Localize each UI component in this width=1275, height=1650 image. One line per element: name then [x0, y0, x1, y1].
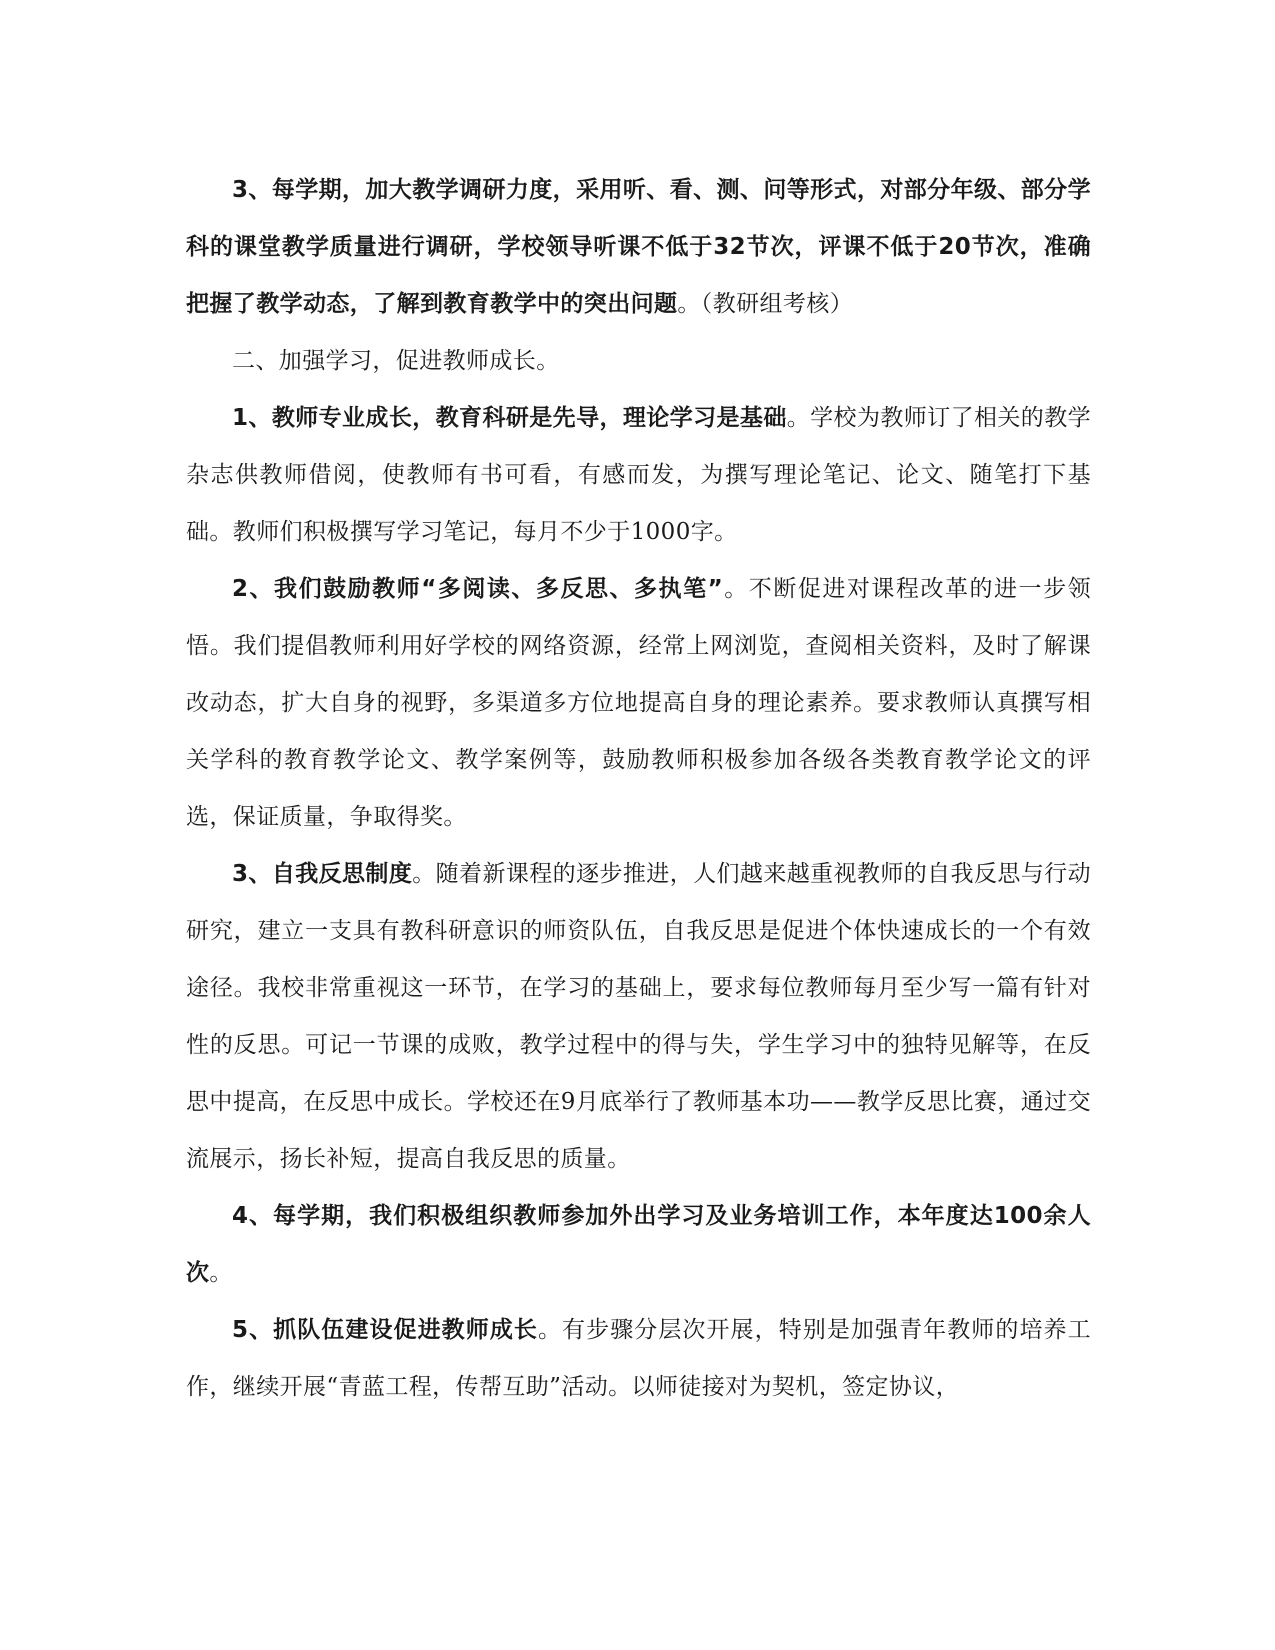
paragraph-body-text: 。（教研组考核） [677, 291, 854, 317]
paragraph-research-visits [186, 162, 1091, 333]
paragraph-body-text: 。学校为教师订了相关的教学杂志供教师借阅，使教师有书可看，有感而发，为撰写理论笔记、论文、随笔打下基础。教师们积极撰写学习笔记，每月不少于1000字。 [186, 405, 1091, 545]
section-heading-learning [186, 333, 1091, 390]
paragraph-self-reflection [186, 846, 1091, 1188]
paragraph-read-reflect-write [186, 561, 1091, 846]
paragraph-lead-text: 3、每学期，加大教学调研力度，采用听、看、测、问等形式，对部分年级、部分学科的课堂教学质量进行调研，学校领导听课不低于32节次，评课不低于20节次，准确把握了教学动态，了解到教育教学中的突出问题 [186, 177, 1091, 317]
paragraph-lead-text: 3、自我反思制度 [232, 861, 413, 887]
paragraph-external-training [186, 1188, 1091, 1302]
paragraph-lead-text: 5、抓队伍建设促进教师成长 [232, 1317, 538, 1343]
paragraph-professional-growth [186, 390, 1091, 561]
paragraph-team-building [186, 1302, 1091, 1416]
paragraph-body-text: 。 [209, 1260, 233, 1286]
paragraph-body-text: 二、加强学习，促进教师成长。 [232, 348, 560, 374]
paragraph-body-text: 。随着新课程的逐步推进，人们越来越重视教师的自我反思与行动研究，建立一支具有教科研意识的师资队伍，自我反思是促进个体快速成长的一个有效途径。我校非常重视这一环节，在学习的基础上，要求每位教师每月至少写一篇有针对性的反思。可记一节课的成败，教学过程中的得与失，学生学习中的独特见解等，在反思中提高，在反思中成长。学校还在9月底举行了教师基本功——教学反思比赛，通过交流展示，扬长补短，提高自我反思的质量。 [186, 861, 1091, 1172]
paragraph-lead-text: 4、每学期，我们积极组织教师参加外出学习及业务培训工作，本年度达100余人次 [186, 1203, 1091, 1286]
document-page [186, 162, 1091, 1416]
paragraph-body-text: 。不断促进对课程改革的进一步领悟。我们提倡教师利用好学校的网络资源，经常上网浏览，查阅相关资料，及时了解课改动态，扩大自身的视野，多渠道多方位地提高自身的理论素养。要求教师认真撰写相关学科的教育教学论文、教学案例等，鼓励教师积极参加各级各类教育教学论文的评选，保证质量，争取得奖。 [186, 576, 1092, 830]
paragraph-lead-text: 1、教师专业成长，教育科研是先导，理论学习是基础 [232, 405, 787, 431]
paragraph-body-text: 。有步骤分层次开展，特别是加强青年教师的培养工作，继续开展“青蓝工程，传帮互助”活动。以师徒接对为契机，签定协议， [186, 1317, 1091, 1400]
paragraph-lead-text: 2、我们鼓励教师“多阅读、多反思、多执笔” [232, 576, 724, 602]
